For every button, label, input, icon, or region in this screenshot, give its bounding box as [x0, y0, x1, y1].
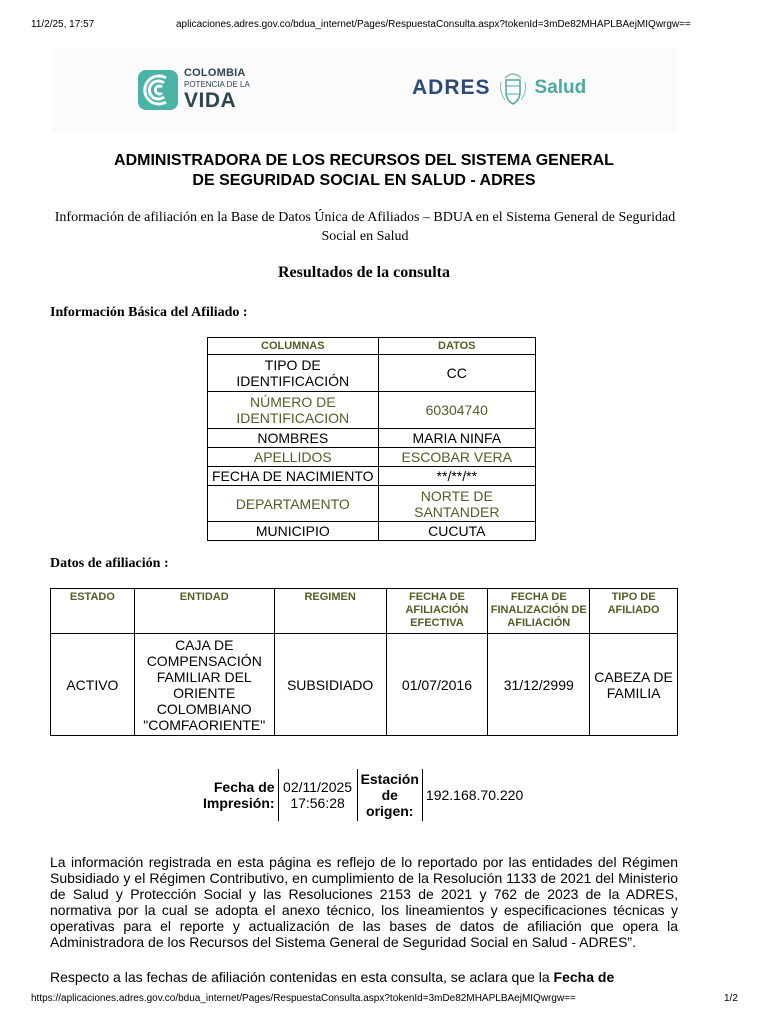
field-value: CC	[378, 355, 535, 392]
adres-salud-logo	[412, 68, 586, 108]
affiliation-dates-paragraph	[50, 969, 678, 985]
field-name: NÚMERO DE IDENTIFICACION	[208, 392, 379, 429]
station-label: Estación de origen:	[357, 769, 422, 821]
logo-colombia-text: COLOMBIA	[184, 67, 246, 79]
column-header: TIPO DE AFILIADO	[590, 589, 678, 634]
table-row	[51, 634, 678, 736]
field-name: MUNICIPIO	[208, 522, 379, 541]
column-header: ESTADO	[51, 589, 135, 634]
logo-adres-text: ADRES	[412, 76, 491, 99]
station-value: 192.168.70.220	[422, 769, 532, 821]
field-value: ESCOBAR VERA	[378, 448, 535, 467]
field-name: TIPO DE IDENTIFICACIÓN	[208, 355, 379, 392]
title-line-2: DE SEGURIDAD SOCIAL EN SALUD - ADRES	[192, 172, 536, 189]
status-cell: ACTIVO	[51, 634, 135, 736]
end-date-cell: 31/12/2999	[488, 634, 590, 736]
field-value: 60304740	[378, 392, 535, 429]
table-row	[208, 355, 536, 392]
table-row	[208, 486, 536, 522]
field-name: DEPARTAMENTO	[208, 486, 379, 522]
table-header-row	[51, 589, 678, 634]
title-line-1: ADMINISTRADORA DE LOS RECURSOS DEL SISTEMA GENERAL	[114, 152, 614, 169]
colombia-logo	[138, 68, 250, 111]
table-row	[208, 429, 536, 448]
print-date-label: Fecha de Impresión:	[203, 779, 275, 811]
paragraph-text: Respecto a las fechas de afiliación contenidas en esta consulta, se aclara que la	[50, 969, 554, 985]
footer-url: https://aplicaciones.adres.gov.co/bdua_internet/Pages/RespuestaConsulta.aspx?tokenId=3mDe82MHAPLBAejMIQwrgw==	[31, 993, 576, 1004]
column-header: REGIMEN	[274, 589, 386, 634]
affiliate-type-cell: CABEZA DE FAMILIA	[590, 634, 678, 736]
field-value: MARIA NINFA	[378, 429, 535, 448]
column-header: FECHA DE AFILIACIÓN EFECTIVA	[386, 589, 488, 634]
entity-cell: CAJA DE COMPENSACIÓN FAMILIAR DEL ORIENTE COLOMBIANO "COMFAORIENTE"	[134, 634, 274, 736]
page-title	[0, 151, 728, 191]
column-header: DATOS	[378, 338, 535, 355]
regime-cell: SUBSIDIADO	[274, 634, 386, 736]
disclaimer-paragraph: La información registrada en esta página es reflejo de lo reportado por las entidades del Régimen Subsidiado y el Régimen Contributivo, en cumplimiento de la Resolución 1133 de 2021 del Ministerio de Salud y Protección Social y las Resoluciones 2153 de 2021 y 762 de 2023 de la ADRES, normativa por la cual se adopta el anexo técnico, los lineamientos y especificaciones técnicas y operativas para el reporte y actualización de las bases de datos de afiliación que opera la Administradora de los Recursos del Sistema General de Seguridad Social en Salud - ADRES”.	[50, 854, 678, 950]
coat-of-arms-icon	[497, 68, 529, 108]
field-value: **/**/**	[378, 467, 535, 486]
logo-salud-text: Salud	[534, 77, 587, 98]
results-heading: Resultados de la consulta	[277, 264, 451, 281]
field-value: CUCUTA	[378, 522, 535, 541]
page-number: 1/2	[724, 993, 738, 1004]
column-header: FECHA DE FINALIZACIÓN DE AFILIACIÓN	[488, 589, 590, 634]
table-row	[208, 448, 536, 467]
affiliation-label: Datos de afiliación :	[50, 556, 169, 571]
table-row	[208, 392, 536, 429]
print-url: aplicaciones.adres.gov.co/bdua_internet/Pages/RespuestaConsulta.aspx?tokenId=3mDe82MHAPLBAejMIQwrgw==	[176, 19, 691, 30]
table-header-row	[208, 338, 536, 355]
paragraph-bold-text: Fecha de	[553, 969, 615, 985]
affiliation-table	[50, 588, 678, 736]
print-info-table	[200, 769, 532, 821]
page-subtitle: Información de afiliación en la Base de Datos Única de Afiliados – BDUA en el Sistema General de Seguridad Social en Salud	[54, 210, 676, 244]
start-date-cell: 01/07/2016	[386, 634, 488, 736]
print-date-value: 02/11/2025 17:56:28	[278, 769, 357, 821]
field-name: FECHA DE NACIMIENTO	[208, 467, 379, 486]
field-name: NOMBRES	[208, 429, 379, 448]
column-header: COLUMNAS	[208, 338, 379, 355]
field-name: APELLIDOS	[208, 448, 379, 467]
logo-vida-text: VIDA	[184, 89, 237, 112]
table-row	[208, 522, 536, 541]
field-value: NORTE DE SANTANDER	[378, 486, 535, 522]
colombia-mark-icon	[138, 70, 178, 110]
logo-potencia-text: POTENCIA DE LA	[184, 80, 250, 89]
table-row	[200, 769, 532, 821]
basic-info-table	[207, 337, 536, 541]
logo-banner	[52, 48, 677, 132]
print-datetime: 11/2/25, 17:57	[31, 19, 95, 30]
column-header: ENTIDAD	[134, 589, 274, 634]
table-row	[208, 467, 536, 486]
basic-info-label: Información Básica del Afiliado :	[50, 305, 248, 320]
